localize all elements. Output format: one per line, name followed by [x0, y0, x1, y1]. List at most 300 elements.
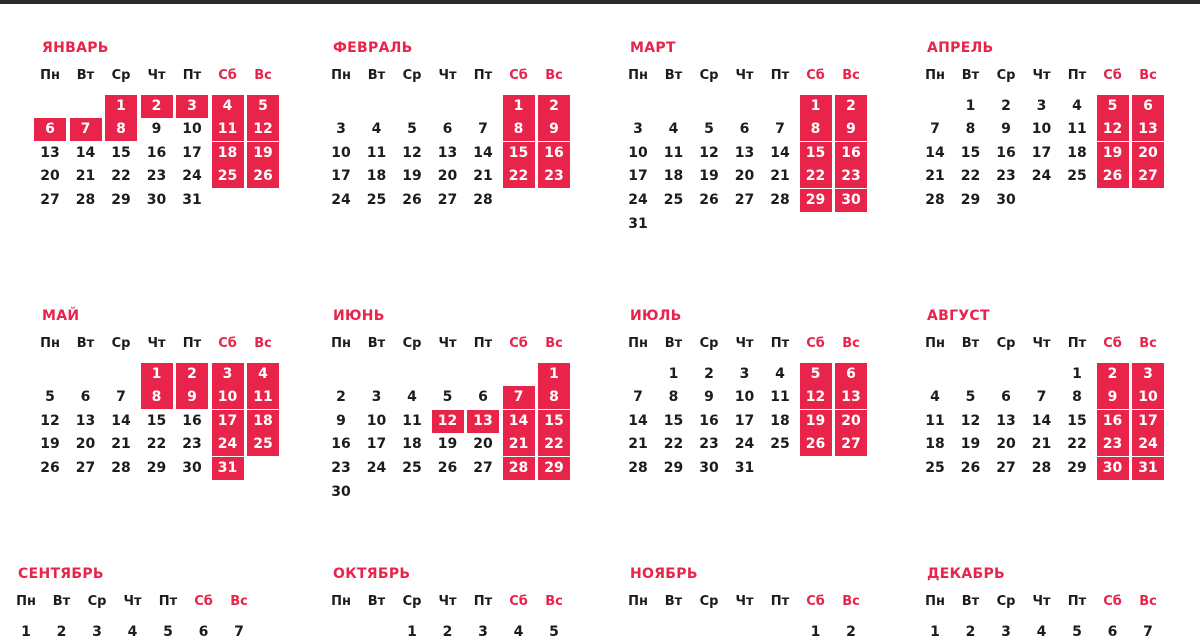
- work-day: 24: [366, 459, 387, 476]
- holiday-day: 19: [1097, 142, 1129, 165]
- work-day: 3: [336, 121, 346, 138]
- holiday-day: 6: [34, 118, 66, 141]
- holiday-day: 5: [800, 363, 832, 386]
- work-day: 1: [1072, 365, 1082, 382]
- weekday-label: Вт: [52, 594, 71, 609]
- holiday-day: 8: [141, 386, 173, 409]
- weekday-label: Чт: [147, 68, 166, 83]
- work-day: 17: [331, 168, 351, 185]
- work-day: 11: [663, 144, 684, 161]
- weekday-label: Вс: [1139, 336, 1157, 351]
- work-day: 7: [478, 121, 488, 138]
- work-day: 26: [402, 191, 422, 208]
- weekday-label: Вс: [254, 68, 272, 83]
- work-day: 26: [699, 191, 719, 208]
- work-day: 5: [163, 623, 173, 640]
- holiday-day: 15: [800, 142, 832, 165]
- work-day: 11: [366, 144, 387, 161]
- work-day: 16: [331, 436, 351, 453]
- work-day: 29: [111, 191, 131, 208]
- work-day: 15: [146, 412, 167, 429]
- month-title: ИЮНЬ: [333, 308, 385, 324]
- work-day: 12: [402, 144, 422, 161]
- work-day: 22: [146, 436, 167, 453]
- holiday-day: 3: [212, 363, 244, 386]
- holiday-day: 14: [503, 410, 535, 433]
- work-day: 11: [1067, 121, 1087, 138]
- holiday-day: 30: [1097, 457, 1129, 480]
- holiday-day: 4: [212, 95, 244, 118]
- weekday-label: Пн: [628, 68, 648, 83]
- weekday-label: Вт: [664, 594, 683, 609]
- work-day: 10: [734, 389, 755, 406]
- work-day: 30: [699, 459, 719, 476]
- weekday-label: Сб: [509, 336, 528, 351]
- weekday-label: Чт: [438, 594, 457, 609]
- work-day: 29: [146, 459, 167, 476]
- work-day: 26: [960, 459, 981, 476]
- holiday-day: 10: [1132, 386, 1164, 409]
- month-title: ОКТЯБРЬ: [333, 566, 411, 582]
- holiday-day: 26: [800, 433, 832, 456]
- work-day: 14: [925, 144, 945, 161]
- weekday-label: Пн: [40, 336, 60, 351]
- weekday-label: Ср: [111, 336, 131, 351]
- weekday-label: Вт: [76, 336, 95, 351]
- work-day: 15: [960, 144, 981, 161]
- work-day: 2: [336, 389, 346, 406]
- work-day: 11: [925, 412, 945, 429]
- work-day: 18: [402, 436, 422, 453]
- work-day: 17: [1031, 144, 1052, 161]
- holiday-day: 9: [538, 118, 570, 141]
- holiday-day: 16: [538, 142, 570, 165]
- work-day: 14: [628, 412, 648, 429]
- work-day: 17: [182, 144, 202, 161]
- holiday-day: 24: [212, 433, 244, 456]
- holiday-day: 3: [1132, 363, 1164, 386]
- work-day: 8: [1072, 389, 1082, 406]
- work-day: 21: [628, 436, 648, 453]
- work-day: 7: [1143, 623, 1153, 640]
- work-day: 5: [549, 623, 559, 640]
- holiday-day: 1: [538, 363, 570, 386]
- holiday-day: 11: [247, 386, 279, 409]
- work-day: 13: [40, 144, 60, 161]
- work-day: 19: [960, 436, 981, 453]
- holiday-day: 23: [835, 165, 867, 188]
- work-day: 18: [925, 436, 945, 453]
- work-day: 28: [75, 191, 96, 208]
- weekday-label: Вт: [664, 336, 683, 351]
- work-day: 8: [668, 389, 679, 406]
- weekday-label: Вс: [842, 594, 860, 609]
- month-title: МАРТ: [630, 40, 676, 56]
- work-day: 6: [80, 389, 91, 406]
- work-day: 29: [1067, 459, 1087, 476]
- work-day: 9: [704, 389, 714, 406]
- holiday-day: 22: [800, 165, 832, 188]
- weekday-label: Пт: [770, 336, 790, 351]
- holiday-day: 17: [212, 410, 244, 433]
- weekday-label: Вс: [230, 594, 248, 609]
- work-day: 3: [1036, 97, 1047, 114]
- holiday-day: 12: [247, 118, 279, 141]
- work-day: 21: [1031, 436, 1052, 453]
- work-day: 7: [930, 121, 940, 138]
- holiday-day: 22: [538, 433, 570, 456]
- work-day: 13: [996, 412, 1016, 429]
- work-day: 25: [402, 459, 422, 476]
- weekday-label: Пн: [925, 594, 945, 609]
- work-day: 28: [925, 191, 945, 208]
- holiday-day: 3: [176, 95, 208, 118]
- weekday-label: Пн: [925, 336, 945, 351]
- holiday-day: 27: [1132, 165, 1164, 188]
- holiday-day: 31: [212, 457, 244, 480]
- holiday-day: 8: [800, 118, 832, 141]
- work-day: 3: [633, 121, 643, 138]
- holiday-day: 1: [141, 363, 173, 386]
- work-day: 14: [75, 144, 96, 161]
- work-day: 16: [996, 144, 1016, 161]
- work-day: 14: [770, 144, 790, 161]
- weekday-label: Пт: [473, 68, 493, 83]
- work-day: 10: [1031, 121, 1052, 138]
- work-day: 28: [770, 191, 790, 208]
- weekday-label: Ср: [111, 68, 131, 83]
- holiday-day: 28: [503, 457, 535, 480]
- weekday-label: Пт: [770, 68, 790, 83]
- work-day: 27: [40, 191, 60, 208]
- holiday-day: 1: [105, 95, 137, 118]
- month-title: АПРЕЛЬ: [927, 40, 994, 56]
- holiday-day: 21: [503, 433, 535, 456]
- holiday-day: 27: [835, 433, 867, 456]
- work-day: 7: [633, 389, 643, 406]
- work-day: 17: [734, 412, 755, 429]
- weekday-label: Сб: [509, 68, 528, 83]
- weekday-label: Ср: [996, 336, 1016, 351]
- work-day: 3: [739, 365, 750, 382]
- weekday-label: Сб: [806, 594, 825, 609]
- work-day: 21: [770, 168, 790, 185]
- work-day: 23: [699, 436, 719, 453]
- holiday-day: 12: [432, 410, 464, 433]
- weekday-label: Чт: [735, 336, 754, 351]
- work-day: 1: [810, 623, 821, 640]
- weekday-label: Ср: [699, 594, 719, 609]
- work-day: 3: [1001, 623, 1011, 640]
- holiday-day: 23: [538, 165, 570, 188]
- holiday-day: 5: [247, 95, 279, 118]
- month-title: ЯНВАРЬ: [42, 40, 109, 56]
- work-day: 9: [151, 121, 162, 138]
- weekday-label: Вс: [1139, 68, 1157, 83]
- weekday-label: Вт: [664, 68, 683, 83]
- work-day: 28: [1031, 459, 1052, 476]
- weekday-label: Ср: [699, 336, 719, 351]
- work-day: 4: [407, 389, 417, 406]
- work-day: 30: [146, 191, 167, 208]
- work-day: 4: [930, 389, 940, 406]
- holiday-day: 2: [1097, 363, 1129, 386]
- holiday-day: 19: [800, 410, 832, 433]
- holiday-day: 10: [212, 386, 244, 409]
- holiday-day: 13: [467, 410, 499, 433]
- work-day: 28: [628, 459, 648, 476]
- work-day: 6: [442, 121, 453, 138]
- weekday-label: Пн: [628, 336, 648, 351]
- work-day: 7: [1036, 389, 1047, 406]
- work-day: 6: [1107, 623, 1118, 640]
- work-day: 27: [75, 459, 96, 476]
- work-day: 18: [663, 168, 684, 185]
- holiday-day: 6: [1132, 95, 1164, 118]
- work-day: 6: [739, 121, 750, 138]
- weekday-label: Сб: [509, 594, 528, 609]
- weekday-label: Чт: [735, 594, 754, 609]
- holiday-day: 26: [247, 165, 279, 188]
- weekday-label: Ср: [996, 594, 1016, 609]
- holiday-day: 7: [70, 118, 102, 141]
- top-bar: [0, 0, 1200, 4]
- weekday-label: Пн: [16, 594, 36, 609]
- work-day: 3: [92, 623, 102, 640]
- weekday-label: Пт: [473, 594, 493, 609]
- weekday-label: Чт: [147, 336, 166, 351]
- holiday-day: 15: [503, 142, 535, 165]
- work-day: 21: [925, 168, 945, 185]
- work-day: 15: [1067, 412, 1087, 429]
- holiday-day: 11: [212, 118, 244, 141]
- work-day: 23: [996, 168, 1016, 185]
- work-day: 19: [699, 168, 719, 185]
- holiday-day: 17: [1132, 410, 1164, 433]
- work-day: 21: [111, 436, 131, 453]
- work-day: 14: [1031, 412, 1052, 429]
- weekday-label: Вт: [367, 594, 386, 609]
- weekday-label: Вс: [1139, 594, 1157, 609]
- work-day: 18: [770, 412, 790, 429]
- work-day: 17: [366, 436, 387, 453]
- work-day: 18: [1067, 144, 1087, 161]
- holiday-day: 2: [835, 95, 867, 118]
- work-day: 16: [699, 412, 719, 429]
- work-day: 2: [846, 623, 856, 640]
- weekday-label: Сб: [218, 68, 237, 83]
- holiday-day: 18: [212, 142, 244, 165]
- work-day: 12: [699, 144, 719, 161]
- holiday-day: 6: [835, 363, 867, 386]
- work-day: 25: [770, 436, 790, 453]
- weekday-label: Пт: [1067, 336, 1087, 351]
- month-title: МАЙ: [42, 308, 80, 324]
- holiday-day: 24: [1132, 433, 1164, 456]
- weekday-label: Пт: [1067, 594, 1087, 609]
- work-day: 14: [111, 412, 131, 429]
- weekday-label: Ср: [87, 594, 107, 609]
- work-day: 12: [40, 412, 60, 429]
- work-day: 26: [40, 459, 60, 476]
- holiday-day: 13: [835, 386, 867, 409]
- work-day: 4: [1072, 97, 1082, 114]
- weekday-label: Ср: [402, 594, 422, 609]
- work-day: 28: [111, 459, 131, 476]
- work-day: 3: [478, 623, 488, 640]
- weekday-label: Ср: [699, 68, 719, 83]
- weekday-label: Вт: [367, 68, 386, 83]
- holiday-day: 22: [503, 165, 535, 188]
- work-day: 22: [960, 168, 981, 185]
- work-day: 25: [663, 191, 684, 208]
- work-day: 4: [371, 121, 382, 138]
- month-title: ДЕКАБРЬ: [927, 566, 1006, 582]
- work-day: 20: [75, 436, 96, 453]
- work-day: 5: [45, 389, 55, 406]
- holiday-day: 2: [538, 95, 570, 118]
- work-day: 2: [704, 365, 714, 382]
- weekday-label: Пн: [628, 594, 648, 609]
- holiday-day: 18: [247, 410, 279, 433]
- work-day: 19: [402, 168, 422, 185]
- work-day: 1: [407, 623, 417, 640]
- work-day: 2: [442, 623, 453, 640]
- month-title: АВГУСТ: [927, 308, 990, 324]
- work-day: 4: [513, 623, 524, 640]
- weekday-label: Чт: [735, 68, 754, 83]
- weekday-label: Ср: [996, 68, 1016, 83]
- holiday-day: 2: [141, 95, 173, 118]
- holiday-day: 1: [800, 95, 832, 118]
- work-day: 24: [331, 191, 351, 208]
- holiday-day: 8: [503, 118, 535, 141]
- work-day: 9: [336, 412, 346, 429]
- work-day: 16: [182, 412, 202, 429]
- work-day: 22: [111, 168, 131, 185]
- work-day: 2: [965, 623, 976, 640]
- work-day: 5: [704, 121, 714, 138]
- work-day: 17: [628, 168, 648, 185]
- weekday-label: Ср: [402, 336, 422, 351]
- holiday-day: 5: [1097, 95, 1129, 118]
- holiday-day: 16: [835, 142, 867, 165]
- work-day: 24: [628, 191, 648, 208]
- weekday-label: Сб: [1103, 336, 1122, 351]
- weekday-label: Вт: [961, 68, 980, 83]
- work-day: 26: [437, 459, 458, 476]
- work-day: 2: [56, 623, 67, 640]
- holiday-day: 29: [800, 189, 832, 212]
- work-day: 2: [1001, 97, 1011, 114]
- work-day: 4: [775, 365, 785, 382]
- work-day: 27: [473, 459, 493, 476]
- work-day: 27: [437, 191, 458, 208]
- work-day: 18: [366, 168, 387, 185]
- holiday-day: 16: [1097, 410, 1129, 433]
- month-title: ИЮЛЬ: [630, 308, 682, 324]
- holiday-day: 20: [1132, 142, 1164, 165]
- weekday-label: Сб: [806, 68, 825, 83]
- work-day: 10: [366, 412, 387, 429]
- work-day: 30: [182, 459, 202, 476]
- holiday-day: 8: [538, 386, 570, 409]
- holiday-day: 7: [503, 386, 535, 409]
- weekday-label: Вс: [545, 594, 563, 609]
- work-day: 21: [473, 168, 493, 185]
- weekday-label: Сб: [194, 594, 213, 609]
- work-day: 10: [331, 144, 351, 161]
- holiday-day: 25: [247, 433, 279, 456]
- weekday-label: Вс: [254, 336, 272, 351]
- weekday-label: Чт: [1032, 594, 1051, 609]
- work-day: 23: [331, 459, 351, 476]
- work-day: 6: [478, 389, 488, 406]
- work-day: 23: [182, 436, 202, 453]
- work-day: 10: [182, 121, 202, 138]
- work-day: 19: [40, 436, 60, 453]
- work-day: 1: [965, 97, 976, 114]
- holiday-day: 13: [1132, 118, 1164, 141]
- work-day: 25: [925, 459, 945, 476]
- weekday-label: Пт: [182, 68, 202, 83]
- work-day: 8: [965, 121, 976, 138]
- work-day: 30: [996, 191, 1016, 208]
- weekday-label: Вс: [545, 68, 563, 83]
- holiday-day: 26: [1097, 165, 1129, 188]
- work-day: 31: [734, 459, 755, 476]
- weekday-label: Пн: [40, 68, 60, 83]
- weekday-label: Пт: [1067, 68, 1087, 83]
- work-day: 25: [366, 191, 387, 208]
- work-day: 15: [111, 144, 131, 161]
- holiday-day: 15: [538, 410, 570, 433]
- work-day: 13: [75, 412, 96, 429]
- weekday-label: Пт: [770, 594, 790, 609]
- work-day: 15: [663, 412, 684, 429]
- work-day: 1: [21, 623, 31, 640]
- weekday-label: Пт: [182, 336, 202, 351]
- holiday-day: 9: [176, 386, 208, 409]
- weekday-label: Пн: [331, 68, 351, 83]
- weekday-label: Пн: [925, 68, 945, 83]
- work-day: 5: [965, 389, 976, 406]
- weekday-label: Вт: [367, 336, 386, 351]
- work-day: 20: [437, 168, 458, 185]
- work-day: 12: [960, 412, 981, 429]
- holiday-day: 31: [1132, 457, 1164, 480]
- work-day: 16: [146, 144, 167, 161]
- work-day: 4: [1036, 623, 1047, 640]
- holiday-day: 2: [176, 363, 208, 386]
- work-day: 11: [402, 412, 422, 429]
- weekday-label: Пт: [158, 594, 178, 609]
- work-day: 1: [930, 623, 940, 640]
- holiday-day: 9: [1097, 386, 1129, 409]
- work-day: 4: [127, 623, 138, 640]
- holiday-day: 12: [1097, 118, 1129, 141]
- work-day: 31: [628, 215, 648, 232]
- work-day: 10: [628, 144, 648, 161]
- work-day: 11: [770, 389, 790, 406]
- weekday-label: Пн: [331, 594, 351, 609]
- holiday-day: 25: [212, 165, 244, 188]
- holiday-day: 30: [835, 189, 867, 212]
- work-day: 22: [663, 436, 684, 453]
- work-day: 5: [442, 389, 453, 406]
- work-day: 22: [1067, 436, 1087, 453]
- work-day: 3: [371, 389, 382, 406]
